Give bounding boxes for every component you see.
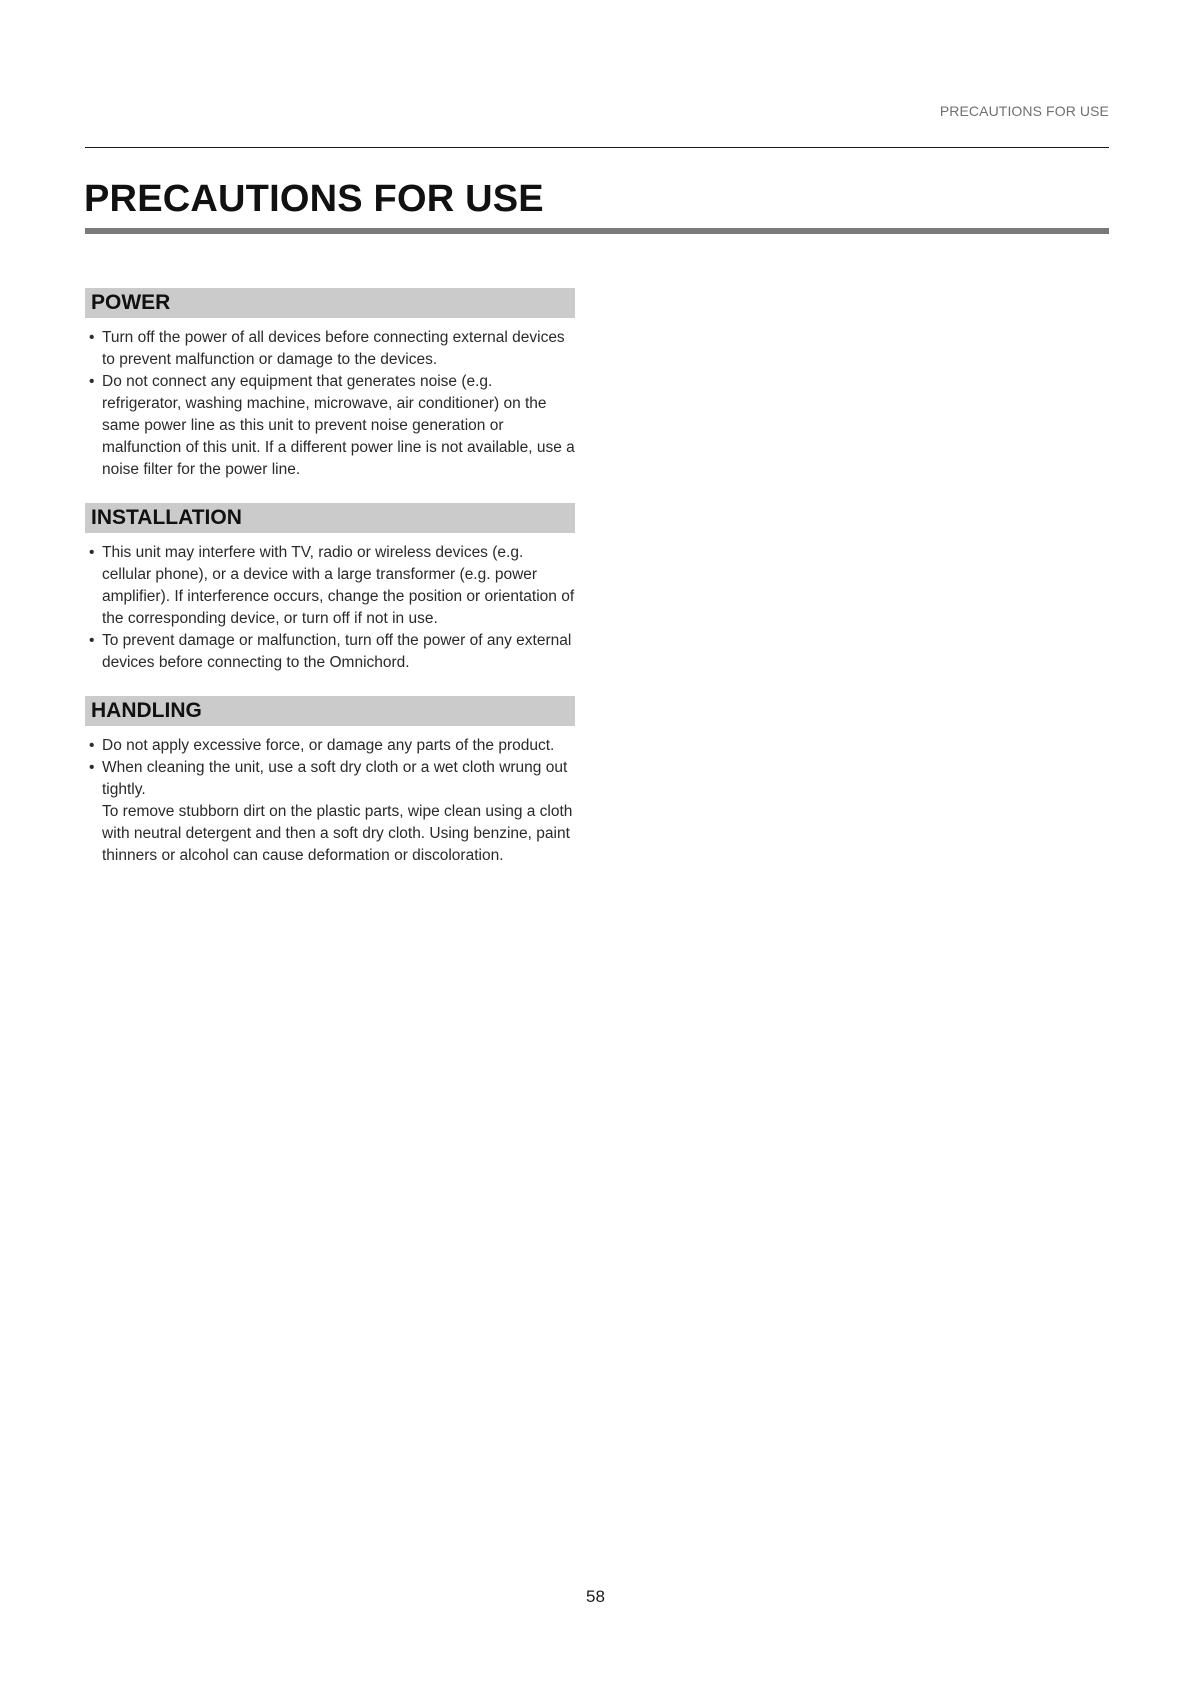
section-heading: HANDLING bbox=[85, 696, 575, 726]
bullet-dot-icon: • bbox=[89, 544, 95, 561]
section-heading: POWER bbox=[85, 288, 575, 318]
header-rule bbox=[85, 147, 1109, 148]
list-item bbox=[85, 542, 575, 630]
list-item bbox=[85, 327, 575, 371]
list-item-text: Do not connect any equipment that generates noise (e.g. refrigerator, washing machine, microwave, air conditioner) on the same power line as this unit to prevent noise generation or malfunction of this unit. If a different power line is not available, use a noise filter for the power line. bbox=[102, 373, 575, 478]
section-handling bbox=[85, 696, 575, 867]
list-item-text: Turn off the power of all devices before connecting external devices to prevent malfunction or damage to the devices. bbox=[102, 329, 565, 368]
list-item bbox=[85, 371, 575, 481]
bullet-list bbox=[85, 542, 575, 674]
list-item-continuation bbox=[85, 801, 575, 867]
title-rule bbox=[85, 228, 1109, 234]
bullet-dot-icon: • bbox=[89, 329, 95, 346]
list-item-text: This unit may interfere with TV, radio or wireless devices (e.g. cellular phone), or a device with a large transformer (e.g. power amplifier). If interference occurs, change the position or orientation of the corresponding device, or turn off if not in use. bbox=[102, 544, 575, 627]
bullet-dot-icon: • bbox=[89, 737, 95, 754]
bullet-list bbox=[85, 327, 575, 481]
section-power bbox=[85, 288, 575, 481]
bullet-dot-icon: • bbox=[89, 632, 95, 649]
page-title: PRECAUTIONS FOR USE bbox=[84, 178, 544, 220]
list-item-text: Do not apply excessive force, or damage any parts of the product. bbox=[102, 737, 555, 754]
bullet-list bbox=[85, 735, 575, 867]
list-item bbox=[85, 735, 575, 757]
list-item bbox=[85, 630, 575, 674]
bullet-dot-icon: • bbox=[89, 759, 95, 776]
section-installation bbox=[85, 503, 575, 674]
content-column bbox=[85, 288, 575, 889]
running-header: PRECAUTIONS FOR USE bbox=[939, 103, 1109, 119]
page-number: 58 bbox=[586, 1587, 605, 1606]
list-item-text: When cleaning the unit, use a soft dry cloth or a wet cloth wrung out tightly. bbox=[102, 759, 568, 798]
list-item-text: To remove stubborn dirt on the plastic parts, wipe clean using a cloth with neutral detergent and then a soft dry cloth. Using benzine, paint thinners or alcohol can cause deformation or discoloration. bbox=[102, 803, 573, 864]
bullet-dot-icon: • bbox=[89, 373, 95, 390]
list-item bbox=[85, 757, 575, 801]
section-heading: INSTALLATION bbox=[85, 503, 575, 533]
list-item-text: To prevent damage or malfunction, turn off the power of any external devices before connecting to the Omnichord. bbox=[102, 632, 572, 671]
